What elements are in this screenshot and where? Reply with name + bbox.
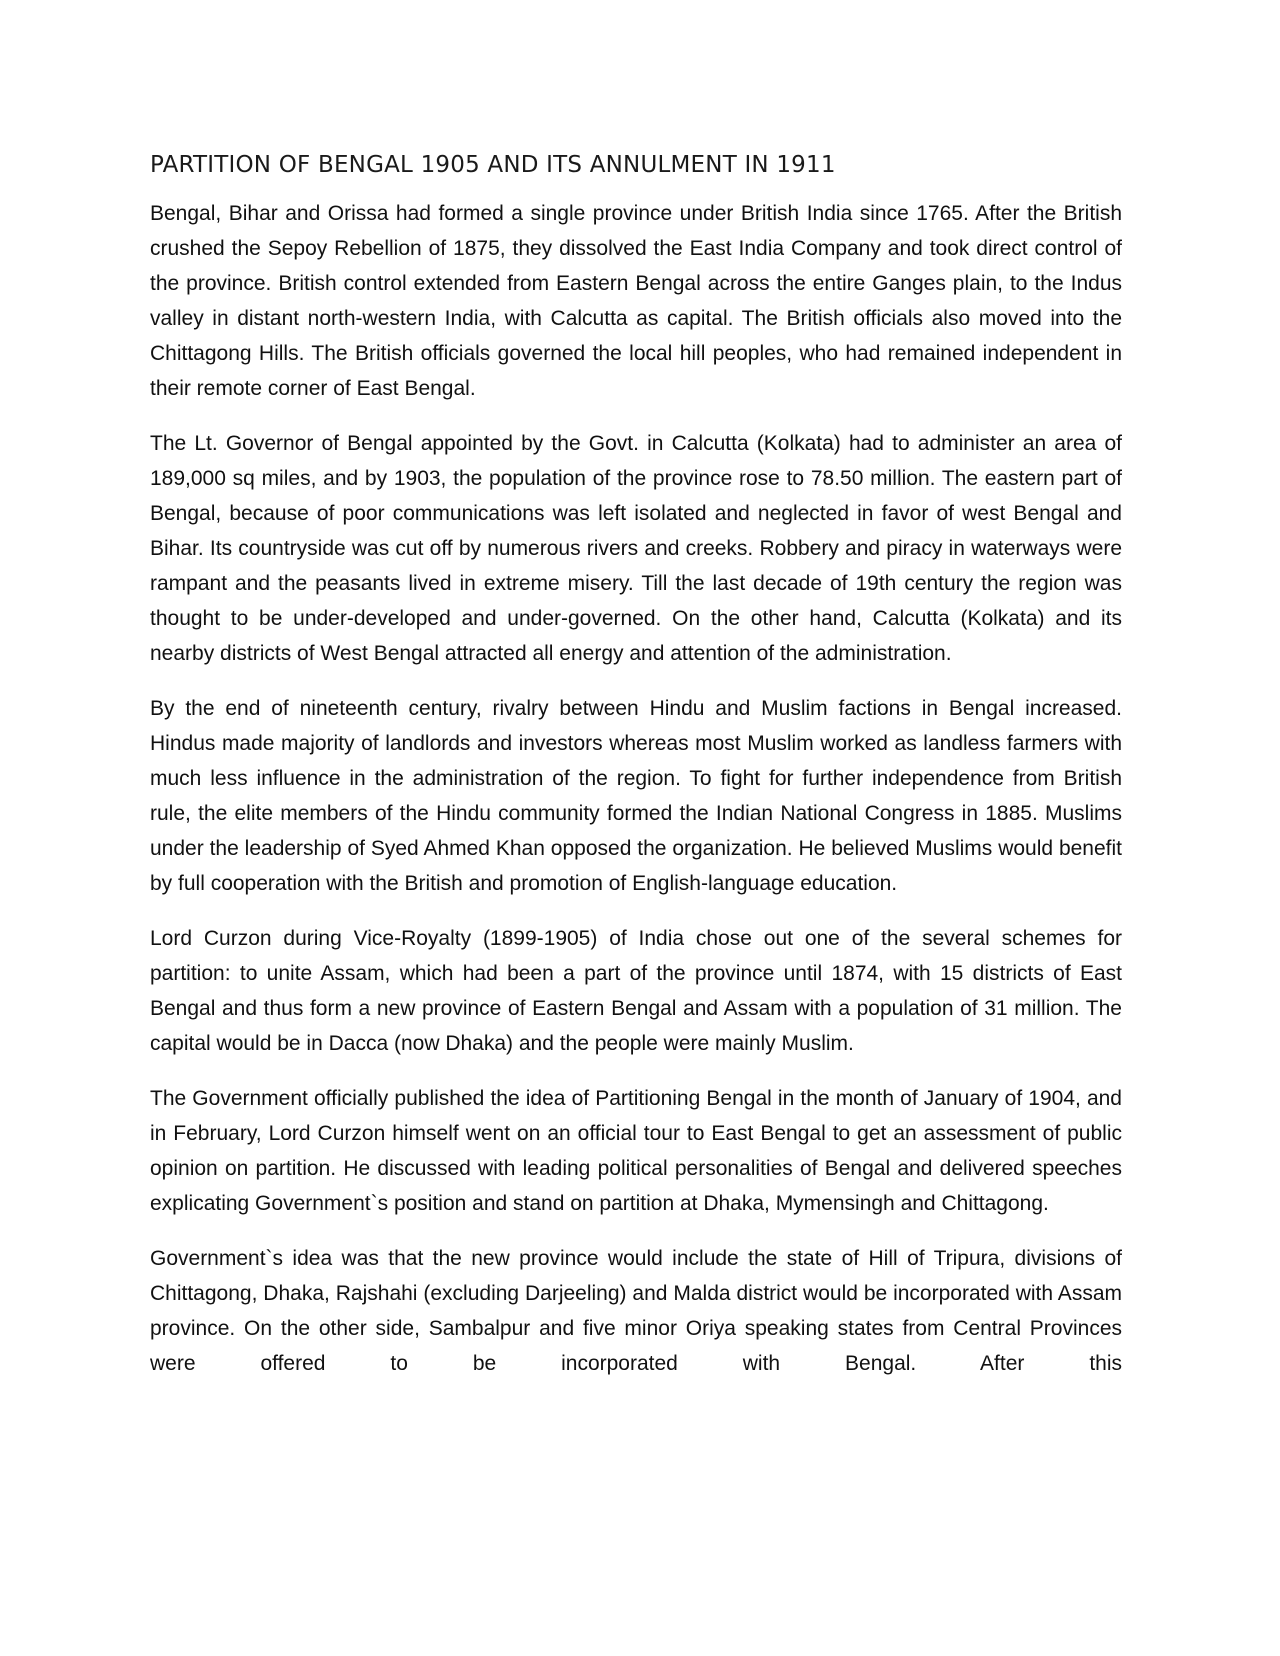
paragraph-3: By the end of nineteenth century, rivalry between Hindu and Muslim factions in Bengal increased. Hindus made majority of landlords and investors whereas most Muslim worked as landless farmers with much less influence in the administration of the region. To fight for further independence from British rule, the elite members of the Hindu community formed the Indian National Congress in 1885. Muslims under the leadership of Syed Ahmed Khan opposed the organization. He believed Muslims would benefit by full cooperation with the British and promotion of English-language education. — [150, 697, 1122, 895]
paragraph-4: Lord Curzon during Vice-Royalty (1899-1905) of India chose out one of the several schemes for partition: to unite Assam, which had been a part of the province until 1874, with 15 districts of East Bengal and thus form a new province of Eastern Bengal and Assam with a population of 31 million. The capital would be in Dacca (now Dhaka) and the people were mainly Muslim. — [150, 927, 1122, 1055]
paragraph-1: Bengal, Bihar and Orissa had formed a single province under British India since 1765. After the British crushed the Sepoy Rebellion of 1875, they dissolved the East India Company and took direct control of the province. British control extended from Eastern Bengal across the entire Ganges plain, to the Indus valley in distant north-western India, with Calcutta as capital. The British officials also moved into the Chittagong Hills. The British officials governed the local hill peoples, who had remained independent in their remote corner of East Bengal. — [150, 202, 1122, 400]
paragraph-5: The Government officially published the idea of Partitioning Bengal in the month of January of 1904, and in February, Lord Curzon himself went on an official tour to East Bengal to get an assessment of public opinion on partition. He discussed with leading political personalities of Bengal and delivered speeches explicating Government`s position and stand on partition at Dhaka, Mymensingh and Chittagong. — [150, 1087, 1122, 1215]
document-body — [150, 148, 1122, 1401]
paragraph-6: Government`s idea was that the new province would include the state of Hill of Tripura, divisions of Chittagong, Dhaka, Rajshahi (excluding Darjeeling) and Malda district would be incorporated with Assam province. On the other side, Sambalpur and five minor Oriya speaking states from Central Provinces were offered to be incorporated with Bengal. After this — [150, 1247, 1122, 1375]
document-title: PARTITION OF BENGAL 1905 AND ITS ANNULMENT IN 1911 — [150, 152, 836, 178]
paragraph-2: The Lt. Governor of Bengal appointed by the Govt. in Calcutta (Kolkata) had to administer an area of 189,000 sq miles, and by 1903, the population of the province rose to 78.50 million. The eastern part of Bengal, because of poor communications was left isolated and neglected in favor of west Bengal and Bihar. Its countryside was cut off by numerous rivers and creeks. Robbery and piracy in waterways were rampant and the peasants lived in extreme misery. Till the last decade of 19th century the region was thought to be under-developed and under-governed. On the other hand, Calcutta (Kolkata) and its nearby districts of West Bengal attracted all energy and attention of the administration. — [150, 432, 1122, 665]
